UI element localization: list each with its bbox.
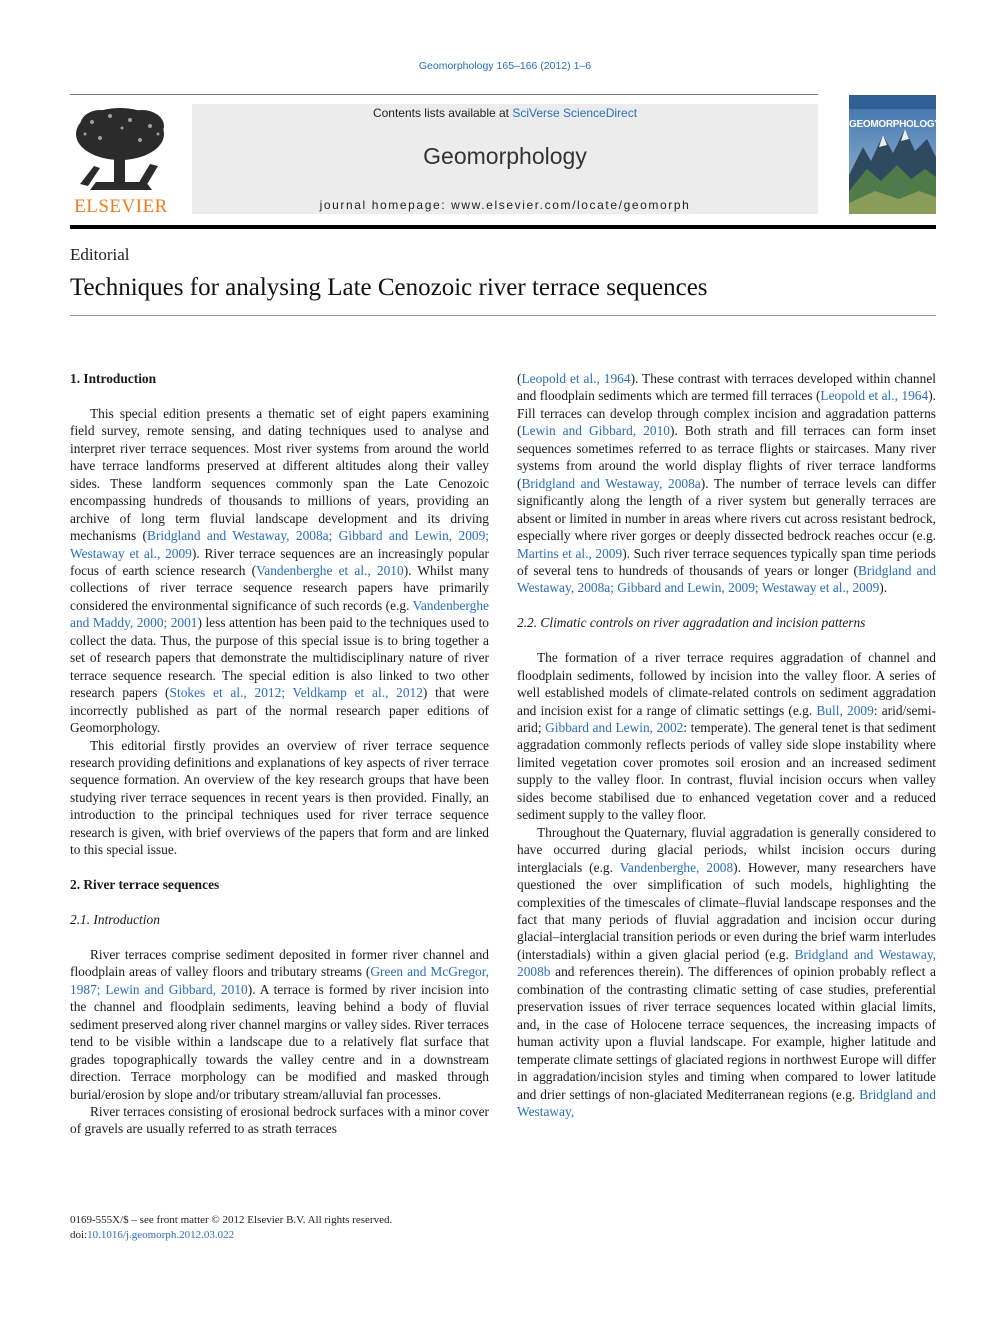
- body-text: ). These contrast with terraces developed within channel and floodplain sediments which are termed fill terraces (: [517, 371, 936, 404]
- subsection-heading-introduction: 2.1. Introduction: [70, 912, 160, 927]
- journal-title: Geomorphology: [423, 143, 587, 169]
- header-rule: [70, 94, 818, 95]
- body-text: ). A terrace is formed by river incision into the channel and floodplain sediments, leaving behind a body of fluvial sediment preserved along river channel margins or valley sides. River terraces tend to be visible within a landscape due to a relatively flat surface that grades topographically towards the valley centre and in a downstream direction. Terrace morphology can be modified and masked through burial/erosion by slope and/or tributary stream/alluvial fan processes.: [70, 981, 489, 1102]
- contents-prefix: Contents lists available at: [372, 106, 513, 120]
- journal-homepage[interactable]: journal homepage: www.elsevier.com/locate/geomorph: [319, 198, 691, 212]
- section-heading-introduction: 1. Introduction: [70, 371, 157, 386]
- doi-link[interactable]: 10.1016/j.geomorph.2012.03.022: [87, 1229, 235, 1241]
- body-text: ). Such river terrace sequences typically span time periods of several tens to hundreds of thousands of years or longer (: [517, 545, 936, 578]
- citation-link[interactable]: Leopold et al., 1964: [820, 388, 929, 404]
- journal-citation[interactable]: Geomorphology 165–166 (2012) 1–6: [418, 60, 592, 72]
- body-text: and references therein). The differences of opinion probably reflect a combination of the contrasting climatic setting of case studies, preferential preservation issues of river terrace sequences located within glacial limits, and, in the case of Holocene terrace sequences, the increasing impacts of human activity upon a fluvial landscape. For example, higher latitude and temperate climate settings of glaciated regions in northwest Europe will differ in aggradation/incision styles and timing when compared to lower latitude and drier settings of non-glaciated Mediterranean regions (e.g.: [517, 964, 936, 1102]
- paragraph: [517, 824, 936, 1121]
- journal-cover-image[interactable]: [849, 95, 941, 214]
- body-text: ). Fill terraces can develop through complex incision and aggradation patterns (: [517, 388, 936, 439]
- body-text: The formation of a river terrace requires aggradation of channel and floodplain sediments, followed by incision into the valley floor. A series of well established models of climate-related controls on sediment aggradation and incision exist for a range of climatic settings (e.g.: [517, 650, 936, 718]
- citation-link[interactable]: Leopold et al., 1964: [521, 371, 631, 386]
- body-text: ). However, many researchers have questioned the over simplification of such models, highlighting the complexities of the timescales of climate–fluvial landscape responses and the fact that many periods of fluvial aggradation and incision occur during glacial–interglacial transition periods or even during the brief warm interludes (interstadials) within a given glacial period (e.g.: [517, 859, 936, 962]
- citation-link[interactable]: Bridgland and Westaway, 2008a: [521, 475, 701, 491]
- body-text: : arid/semi-arid;: [517, 702, 936, 736]
- citation-link[interactable]: Bridgland and Westaway, 2008b: [517, 946, 936, 980]
- sciencedirect-link[interactable]: SciVerse ScienceDirect: [512, 106, 638, 120]
- body-text: ). River terrace sequences are an increasingly popular focus of earth science research (: [70, 545, 489, 578]
- footer: [70, 1213, 392, 1243]
- citation-link[interactable]: Bridgland and Westaway, 2008a; Gibbard and Lewin, 2009; Westaway et al., 2009: [517, 562, 936, 596]
- citation-link[interactable]: Bridgland and Westaway, 2008a; Gibbard and Lewin, 2009; Westaway et al., 2009: [70, 528, 489, 561]
- citation-link[interactable]: Vandenberghe et al., 2010: [256, 562, 404, 578]
- body-text: ). Both strath and fill terraces can form inset sequences sometimes referred to as terrace flights or staircases. Many river systems from around the world display flights of river terrace landforms (: [517, 423, 936, 491]
- citation-link[interactable]: Green and McGregor, 1987; Lewin and Gibbard, 2010: [70, 964, 489, 997]
- subsection-heading-climatic-controls: 2.2. Climatic controls on river aggradation and incision patterns: [517, 615, 866, 631]
- body-text: ) that were incorrectly published as part of the normal research paper editions of Geomorphology.: [70, 685, 489, 736]
- body-text: ).: [879, 580, 888, 596]
- left-column: [70, 370, 489, 1138]
- body-text: This special edition presents a thematic set of eight papers examining field survey, remote sensing, and dating techniques used to analyse and interpret river terrace sequences. Most river systems from around the world have terrace landforms preserved at different altitudes along their valley sides. These landform sequences commonly span the Late Cenozoic encompassing hundreds of thousands to millions of years, providing an archive of long term fluvial landscape development and its driving mechanisms (: [70, 405, 489, 544]
- body-text: ) less attention has been paid to the techniques used to collect the data. Thus, the purpose of this special issue is to bring together a set of research papers that demonstrate the multidisciplinary nature of river terrace sequence research. The special edition is also linked to two other research papers (: [70, 615, 490, 701]
- citation-link[interactable]: Bridgland and Westaway,: [517, 1086, 936, 1119]
- elsevier-wordmark[interactable]: ELSEVIER: [74, 196, 168, 217]
- body-text: River terraces comprise sediment deposited in former river channel and floodplain areas of valley floors and tributary streams (: [70, 946, 489, 980]
- copyright-line: 0169-555X/$ – see front matter © 2012 Elsevier B.V. All rights reserved.: [70, 1214, 393, 1226]
- body-text: ). The number of terrace levels can differ significantly along the length of a river system but generally terraces are absent or limited in number in areas where rivers cut across resistant bedrock, especially where river gorges or deeply dissected bedrock reaches occur (e.g.: [517, 475, 936, 544]
- paragraph: [70, 737, 489, 859]
- citation-link[interactable]: Vandenberghe and Maddy, 2000; 2001: [70, 597, 489, 631]
- body-text: (: [517, 371, 522, 386]
- doi-label: doi:: [70, 1229, 88, 1241]
- body-text: : temperate). The general tenet is that sediment aggradation commonly reflects periods of valley side slope instability where limited vegetation cover promotes soil erosion and an increased sediment supply to the valley floor. In contrast, fluvial incision occurs when valley sides become stabilised due to enhanced vegetation cover and a reduced sediment supply to the valley floor.: [517, 720, 936, 823]
- paragraph: [517, 370, 936, 597]
- citation-link[interactable]: Martins et al., 2009: [517, 545, 623, 561]
- citation-link[interactable]: Vandenberghe, 2008: [619, 859, 734, 875]
- right-column: [517, 370, 936, 1120]
- section-heading-river-terrace-sequences: 2. River terrace sequences: [70, 877, 220, 893]
- citation-link[interactable]: Bull, 2009: [816, 702, 874, 718]
- body-text: ). Whilst many collections of river terrace sequence research papers have primarily considered the environmental significance of such records (e.g.: [70, 562, 489, 613]
- contents-line: [192, 106, 818, 120]
- body-text: River terraces consisting of erosional bedrock surfaces with a minor cover of gravels are usually referred to as strath terraces: [70, 1103, 489, 1137]
- cover-title: GEOMORPHOLOGY: [849, 119, 941, 130]
- citation-link[interactable]: Gibbard and Lewin, 2002: [545, 720, 684, 736]
- paragraph: [70, 1103, 489, 1138]
- citation-link[interactable]: Stokes et al., 2012; Veldkamp et al., 2012: [169, 685, 423, 701]
- paragraph: [70, 405, 489, 737]
- article-type: Editorial: [70, 245, 130, 264]
- paragraph: [517, 649, 936, 824]
- doi-line: [70, 1228, 392, 1243]
- paragraph: [70, 946, 489, 1103]
- header-thick-rule: [70, 225, 936, 229]
- citation-link[interactable]: Lewin and Gibbard, 2010: [521, 423, 670, 439]
- body-text: This editorial firstly provides an overview of river terrace sequence research providing definitions and explanations of key aspects of river terrace sequence formation. An overview of the key research groups that have been studying river terrace sequences in recent years is then provided. Finally, an introduction to the principal techniques used for river terrace sequence research is given, with brief overviews of the papers that form and are linked to this special issue.: [70, 737, 489, 858]
- article-title: Techniques for analysing Late Cenozoic river terrace sequences: [70, 274, 708, 301]
- title-rule: [70, 315, 936, 316]
- body-text: Throughout the Quaternary, fluvial aggradation is generally considered to have occurred during glacial periods, whilst incision occurs during interglacials (e.g.: [517, 824, 936, 875]
